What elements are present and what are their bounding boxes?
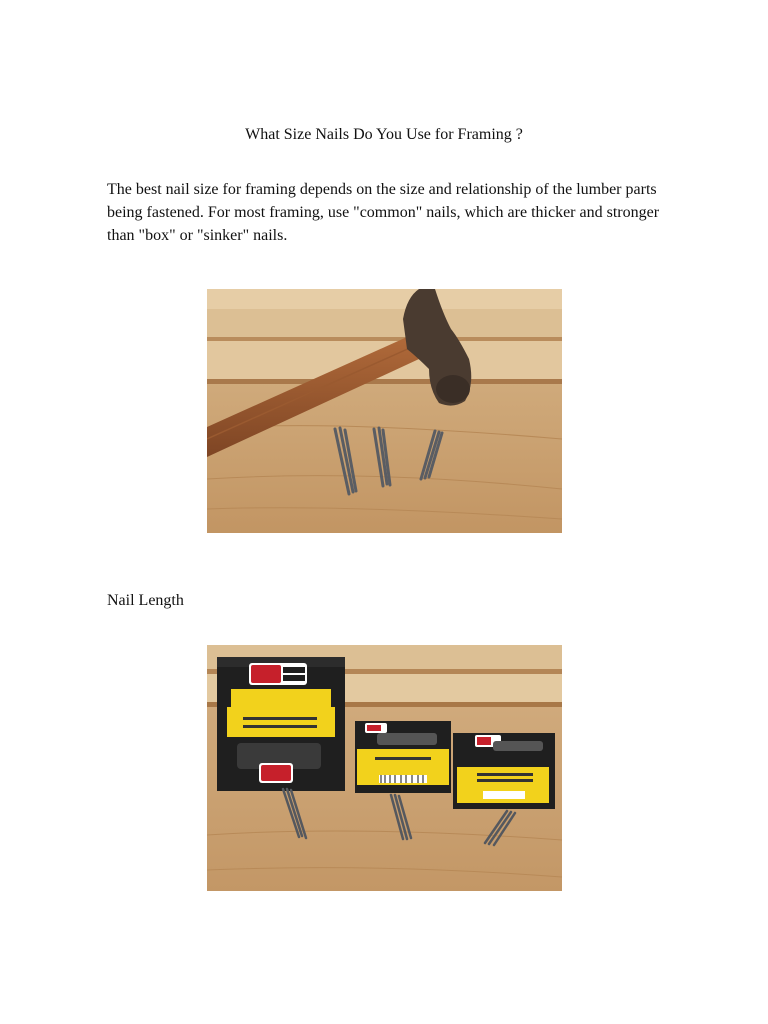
hammer-nails-photo [207, 289, 562, 533]
small-nail-box [355, 721, 451, 793]
hammer-nails-illustration [207, 289, 562, 533]
intro-paragraph: The best nail size for framing depends on the size and relationship of the lumber parts being fastened. For most framing, use "common" nails, which are thicker and stronger than "box" or "sinker" nails. [107, 181, 660, 244]
page-title: What Size Nails Do You Use for Framing ? [245, 126, 523, 143]
large-nail-box [217, 657, 345, 791]
nail-boxes-illustration [207, 645, 562, 891]
medium-nail-box [453, 733, 555, 809]
section-heading: Nail Length [107, 592, 184, 609]
nail-boxes-photo [207, 645, 562, 891]
